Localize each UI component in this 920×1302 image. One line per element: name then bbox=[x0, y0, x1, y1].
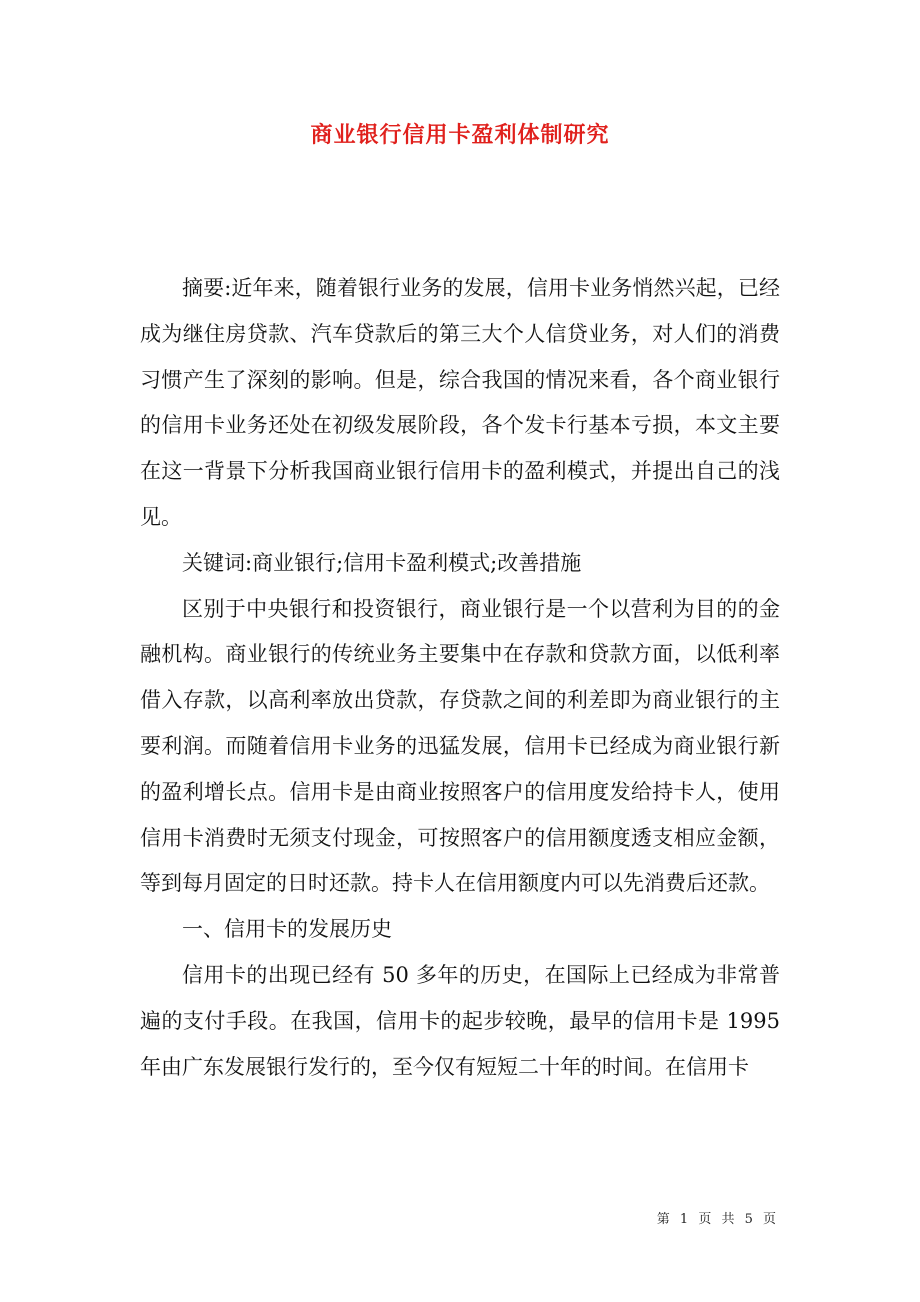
keywords-paragraph: 关键词:商业银行;信用卡盈利模式;改善措施 bbox=[182, 550, 582, 575]
abstract-paragraph: 摘要:近年来，随着银行业务的发展，信用卡业务悄然兴起，已经成为继住房贷款、汽车贷款后的第三大个人信贷业务，对人们的消费习惯产生了深刻的影响。但是，综合我国的情况来看，各个商业银行的信用卡业务还处在初级发展阶段，各个发卡行基本亏损，本文主要在这一背景下分析我国商业银行信用卡的盈利模式，并提出自己的浅见。 bbox=[140, 276, 780, 529]
document-body bbox=[140, 266, 780, 1090]
document-title: 商业银行信用卡盈利体制研究 bbox=[310, 123, 610, 148]
section-heading: 一、信用卡的发展历史 bbox=[182, 917, 392, 942]
body-paragraph: 信用卡的出现已经有 50 多年的历史，在国际上已经成为非常普遍的支付手段。在我国，信用卡的起步较晚，最早的信用卡是 1995 年由广东发展银行发行的，至今仅有短短二十年的时间。在信用卡 bbox=[140, 962, 780, 1079]
page-number-footer: 第 1 页 共 5 页 bbox=[656, 1212, 779, 1227]
body-paragraph: 区别于中央银行和投资银行，商业银行是一个以营利为目的的金融机构。商业银行的传统业务主要集中在存款和贷款方面，以低利率借入存款，以高利率放出贷款，存贷款之间的利差即为商业银行的主要利润。而随着信用卡业务的迅猛发展，信用卡已经成为商业银行新的盈利增长点。信用卡是由商业按照客户的信用度发给持卡人，使用信用卡消费时无须支付现金，可按照客户的信用额度透支相应金额，等到每月固定的日时还款。持卡人在信用额度内可以先消费后还款。 bbox=[140, 596, 780, 896]
